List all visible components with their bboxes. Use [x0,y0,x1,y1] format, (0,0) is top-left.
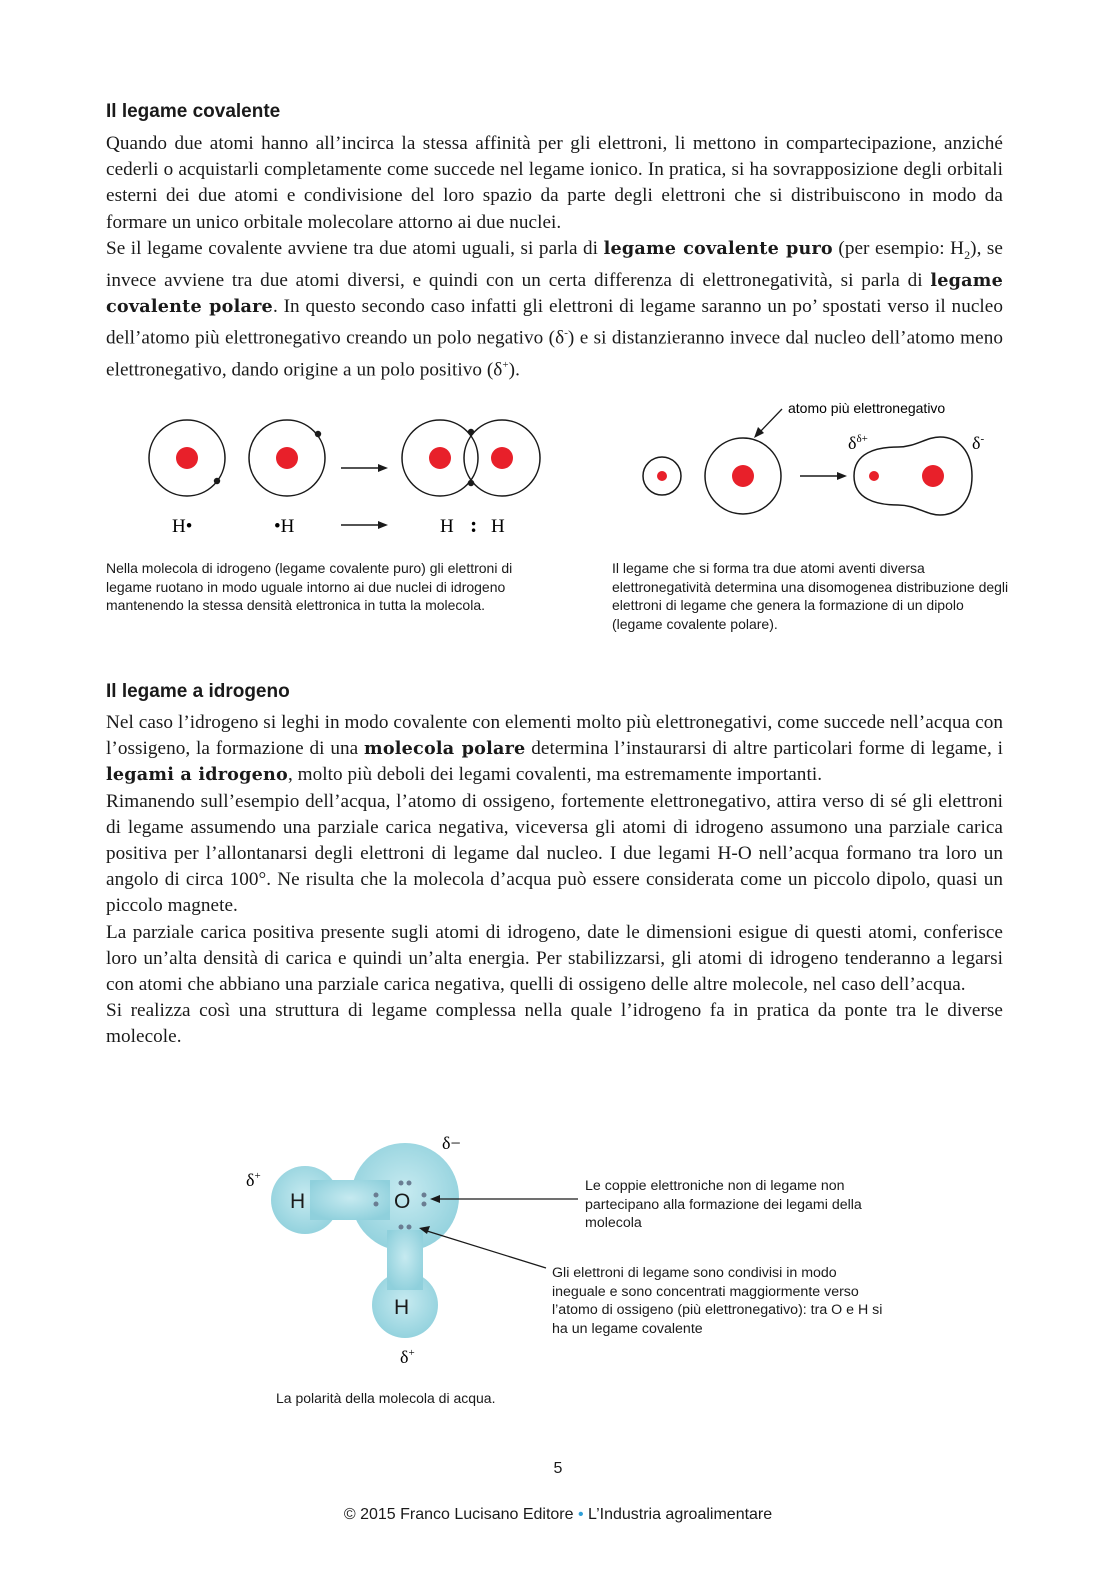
label-delta-plus-left: δ+ [246,1170,261,1190]
shared-electron-top [468,429,474,435]
dipole-nucleus-small [869,471,879,481]
hydrogen-nucleus-right [276,447,298,469]
pointer-arrow-icon [754,409,782,438]
shared-electron-bottom [468,480,474,486]
footer-copyright: © 2015 Franco Lucisano Editore • L’Industria agroalimentare [343,1506,773,1523]
atom-h1: H [290,1190,306,1213]
label-more-electronegative-atom: atomo più elettronegativo [788,400,946,416]
label-delta-plus-bottom: δ+ [400,1347,415,1367]
section-title-hydrogen-bond: Il legame a idrogeno [106,681,290,702]
paragraph-text: Quando due atomi hanno all’incirca la stessa affinità per gli elettroni, li mettono in compartecipazione, anziché cederli o acquistarli completamente come succede nel legame ionico. In pratica, si ha sovrapposizione degli orbitali esterni dei due atomi e condivisione del loro spazio da parte degli elettroni che si distribuiscono in modo da formare un unico orbitale molecolare attorno ai due nuclei. [106,133,1003,233]
caption-hydrogen-molecule: Nella molecola di idrogeno (legame covalente puro) gli elettroni di legame ruotano in modo uguale intorno ai due nuclei di idrogeno mantenendo la stessa densità elettronica in tutta la molecola. [106,560,513,613]
caption-water-polarity: La polarità della molecola di acqua. [276,1390,496,1406]
label-hh-2: H [491,516,505,537]
hydrogen-nucleus-left [176,447,198,469]
figure-polar-bond [630,395,1020,525]
note-lone-pairs: Le coppie elettroniche non di legame non partecipano alla formazione dei legami della molecola [585,1178,862,1231]
water-molecule-shape [271,1143,459,1338]
large-atom-nucleus [732,465,754,487]
section-title-covalent: Il legame covalente [106,101,281,122]
caption-polar-bond: Il legame che si forma tra due atomi aventi diversa elettronegatività determina una disomogenea distribuzione degli elettroni di legame che genera la formazione di un dipolo (legame covalente polare). [612,560,1009,632]
small-atom-nucleus [657,471,667,481]
figure-hydrogen-molecule [140,410,560,550]
term-covalent-polar: legame covalente polare [106,269,1003,318]
label-h-right: •H [274,516,295,537]
note-bonding-electrons: Gli elettroni di legame sono condivisi in modo ineguale e sono concentrati maggiormente verso l’atomo di ossigeno (più elettronegativo): tra O e H si ha un legame covalente [552,1265,883,1337]
bullet-icon: • [577,1506,584,1523]
label-delta-minus: δ- [972,433,985,453]
electron-right [315,431,321,437]
label-h-left: H• [172,516,193,537]
dipole-nucleus-large [922,465,944,487]
molecule-nucleus-left [429,447,451,469]
paragraph-hydrogen-bond: Nel caso l’idrogeno si leghi in modo covalente con elementi molto più elettronegativi, come succede nell’acqua con l’ossigeno, la formazione di una molecola polare determina l’instaurarsi di altre particolari forme di legame, i legami a idrogeno, molto più deboli dei legami covalenti, ma estremamente importanti. Rimanendo sull’esempio dell’acqua, l’atomo di ossigeno, fortemente elettronegativo, attira verso di sé gli elettroni di legame assumendo una parziale carica negativa, viceversa gli atomi di idrogeno assumono una parziale carica positiva per l’allontanarsi degli elettroni di legame dal nucleo. I due legami H-O nell’acqua formano tra loro un angolo di circa 100°. Ne risulta che la molecola d’acqua può essere considerata come un piccolo dipolo, quasi un piccolo magnete. La parziale carica positiva presente sugli atomi di idrogeno, date le dimensioni esigue di questi atomi, conferisce loro un’alta densità di carica e quindi un’alta energia. Per stabilizzarsi, gli atomi di idrogeno tenderanno a legarsi con atomi che abbiano una parziale carica negativa, quelli di ossigeno delle altre molecole, nel caso dell’acqua. Si realizza così una struttura di legame complessa nella quale l’idrogeno fa in pratica da ponte tra le diverse molecole. [106,712,1003,1048]
arrow-icon [800,472,847,480]
paragraph-covalent-1: Quando due atomi hanno all’incirca la stessa affinità per gli elettroni, li mettono in compartecipazione, anziché cederli o acquistarli completamente come succede nel legame ionico. In pratica, si ha sovrapposizione degli orbitali esterni dei due atomi e condivisione del loro spazio da parte degli elettroni che si distribuiscono in modo da formare un unico orbitale molecolare attorno ai due nuclei. Se il legame covalente avviene tra due atomi uguali, si parla di legame covalente puro (per esempio: $H_2$), se invece avviene tra due atomi diversi, e quindi con un certa differenza di elettronegatività, si parla di legame covalente polare. In questo secondo caso infatti gli elettroni di legame saranno un po’ spostati verso il nucleo dell’atomo più elettronegativo creando un polo negativo (δ-) e si distanzieranno invece dal nucleo dell’atomo meno elettronegativo, dando origine a un polo positivo (δ+). [106,133,1003,381]
term-polar-molecule: molecola polare [364,738,526,760]
term-covalent-pure: legame covalente puro [603,237,833,259]
arrow-icon [341,521,388,529]
page-number: 5 [553,1460,563,1477]
term-hydrogen-bonds: legami a idrogeno [106,764,288,786]
label-delta-plus: $\delta^{\delta+}$ [848,433,868,453]
molecule-nucleus-right [491,447,513,469]
electron-left [214,478,220,484]
atom-h2: H [394,1296,410,1319]
label-delta-minus-water: δ− [442,1133,461,1153]
label-hh-1: H [440,516,454,537]
arrow-icon [341,464,388,472]
atom-o: O [394,1190,411,1213]
label-hh-colon: : [470,512,478,537]
